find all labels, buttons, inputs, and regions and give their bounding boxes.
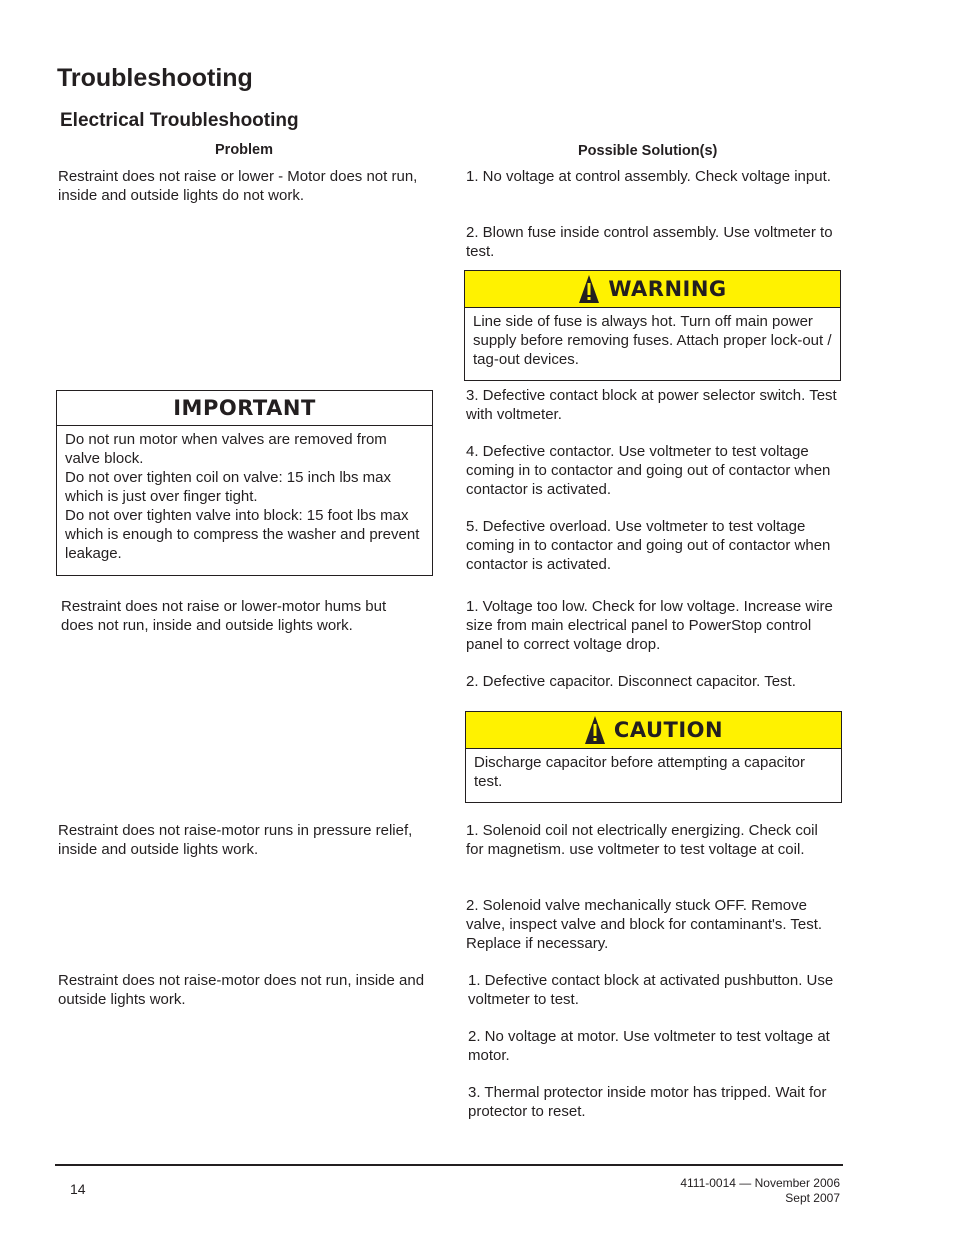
page-title: Troubleshooting [57, 64, 253, 92]
warning-icon [584, 715, 606, 745]
solution-item: 5. Defective overload. Use voltmeter to test voltage coming in to contactor and going out of contactor when contactor is activated. [466, 518, 831, 573]
solution-item: 4. Defective contactor. Use voltmeter to test voltage coming in to contactor and going out of contactor when contactor is activated. [466, 443, 831, 498]
important-line: Do not over tighten coil on valve: 15 inch lbs max which is just over finger tight. [65, 469, 392, 505]
solution-item: 2. No voltage at motor. Use voltmeter to test voltage at motor. [468, 1028, 830, 1064]
problem-text: Restraint does not raise-motor runs in pressure relief, inside and outside lights work. [58, 822, 413, 858]
important-body [57, 426, 432, 567]
problem-text: Restraint does not raise or lower - Motor does not run, inside and outside lights do not work. [58, 168, 418, 204]
warning-icon [578, 274, 600, 304]
warning-box [464, 270, 841, 381]
solution-item: 2. Defective capacitor. Disconnect capacitor. Test. [466, 673, 796, 690]
solution-column-header: Possible Solution(s) [578, 143, 718, 159]
page-number: 14 [70, 1181, 86, 1197]
warning-text: Line side of fuse is always hot. Turn off main power supply before removing fuses. Attach proper lock-out / tag-out devices. [473, 313, 832, 368]
caution-header [466, 712, 841, 749]
footer-rule [55, 1164, 843, 1166]
important-line: Do not over tighten valve into block: 15 foot lbs max which is enough to compress the washer and prevent leakage. [65, 507, 420, 562]
solution-item: 1. Voltage too low. Check for low voltage. Increase wire size from main electrical panel to PowerStop control panel to correct voltage drop. [466, 598, 833, 653]
solution-item: 3. Thermal protector inside motor has tripped. Wait for protector to reset. [468, 1084, 827, 1120]
warning-header [465, 271, 840, 308]
important-header [57, 391, 432, 426]
solution-item: 1. Solenoid coil not electrically energizing. Check coil for magnetism. use voltmeter to test voltage at coil. [466, 822, 818, 858]
solution-item: 3. Defective contact block at power selector switch. Test with voltmeter. [466, 387, 837, 423]
problem-text: Restraint does not raise-motor does not run, inside and outside lights work. [58, 972, 425, 1008]
solution-item: 1. No voltage at control assembly. Check voltage input. [466, 168, 831, 185]
problem-column-header: Problem [215, 142, 274, 158]
solution-item: 2. Solenoid valve mechanically stuck OFF. Remove valve, inspect valve and block for contaminant's. Test. Replace if necessary. [466, 897, 823, 952]
important-label: IMPORTANT [173, 396, 316, 420]
warning-label: WARNING [608, 277, 727, 301]
problem-text: Restraint does not raise or lower-motor hums but does not run, inside and outside lights work. [61, 598, 387, 634]
doc-ref-line: Sept 2007 [785, 1191, 840, 1205]
caution-label: CAUTION [613, 718, 724, 742]
important-box [56, 390, 433, 576]
document-reference [680, 1176, 840, 1206]
important-line: Do not run motor when valves are removed from valve block. [65, 431, 387, 467]
caution-text: Discharge capacitor before attempting a capacitor test. [474, 754, 806, 790]
doc-ref-line: 4111-0014 — November 2006 [680, 1176, 840, 1190]
caution-box [465, 711, 842, 803]
section-title: Electrical Troubleshooting [60, 110, 299, 131]
solution-item: 2. Blown fuse inside control assembly. Use voltmeter to test. [466, 224, 833, 260]
solution-item: 1. Defective contact block at activated pushbutton. Use voltmeter to test. [468, 972, 834, 1008]
